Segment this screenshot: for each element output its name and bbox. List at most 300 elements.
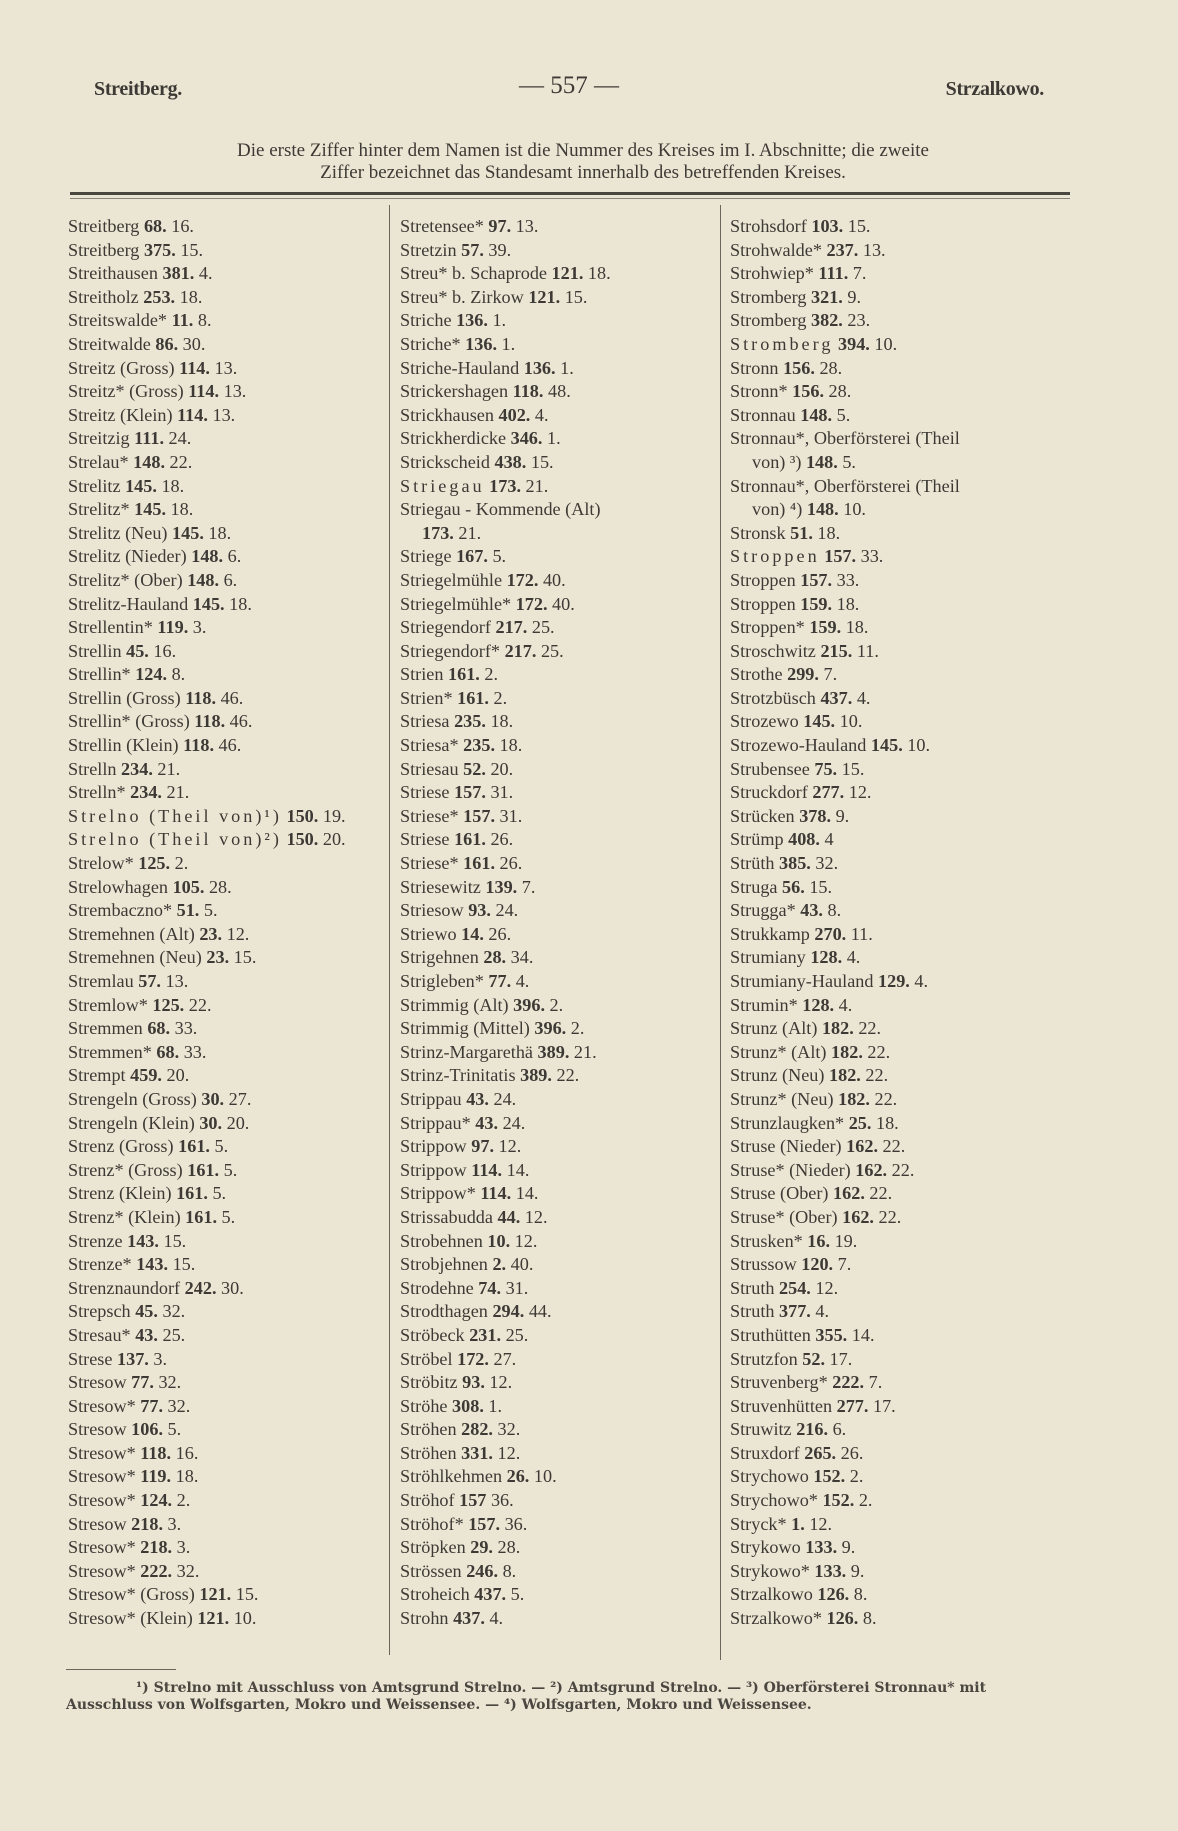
- index-entry: [68, 828, 386, 852]
- kreis-number: 222.: [140, 1560, 173, 1581]
- index-entry: [730, 593, 1030, 617]
- index-entry: [68, 1560, 386, 1584]
- index-entry: [68, 1041, 386, 1065]
- place-name: Strelitz (Nieder): [68, 546, 187, 567]
- index-entry: [68, 876, 386, 900]
- kreis-number: 68.: [156, 1041, 180, 1062]
- kreis-number: 119.: [140, 1466, 172, 1487]
- place-name: Striegau - Kommende (Alt): [400, 499, 601, 520]
- place-name: Strembaczno*: [68, 900, 173, 921]
- place-name: Streitzig: [68, 428, 130, 449]
- index-entry: [730, 687, 1030, 711]
- kreis-number: 162.: [842, 1206, 874, 1227]
- index-entry: [730, 1442, 1030, 1466]
- index-entry: [730, 994, 1030, 1018]
- standesamt-number: 15.: [180, 239, 204, 260]
- index-entry: [68, 899, 386, 923]
- place-name: Struth: [730, 1277, 775, 1298]
- place-name: Ströhof*: [400, 1513, 464, 1534]
- standesamt-number: 4.: [914, 971, 929, 991]
- place-name: Ströbel: [400, 1348, 453, 1369]
- kreis-number: 1.: [791, 1513, 805, 1534]
- index-entry: [68, 1513, 386, 1537]
- kreis-number: 126.: [826, 1608, 859, 1629]
- place-name: Streitswalde*: [68, 310, 168, 331]
- kreis-number: 103.: [811, 216, 844, 236]
- place-name: Stronsk: [730, 522, 786, 543]
- index-entry: [400, 475, 700, 499]
- index-entry: [68, 1465, 386, 1489]
- standesamt-number: 11.: [850, 923, 873, 944]
- place-name: Striese: [400, 829, 450, 850]
- kreis-number: 156.: [783, 357, 815, 378]
- index-entry: [68, 404, 386, 428]
- kreis-number: 43.: [466, 1088, 489, 1109]
- standesamt-number: 4.: [515, 971, 530, 991]
- index-entry: [730, 1465, 1030, 1489]
- standesamt-number: 15.: [809, 876, 833, 897]
- kreis-number: 43.: [475, 1112, 499, 1133]
- place-name: Struse (Ober): [730, 1183, 829, 1204]
- standesamt-number: 32.: [497, 1419, 521, 1440]
- place-name: Ströpken: [400, 1537, 466, 1558]
- place-name: Strumiany-Hauland: [730, 971, 874, 991]
- place-name: Strippau*: [400, 1112, 471, 1133]
- place-name: Stronnau: [730, 404, 796, 425]
- kreis-number: 437.: [453, 1608, 485, 1629]
- place-name: Striegendorf: [400, 617, 491, 638]
- index-entry: [68, 1348, 386, 1372]
- kreis-number: 111.: [134, 428, 164, 449]
- place-name: Strenz (Gross): [68, 1136, 174, 1157]
- standesamt-number: 8.: [827, 900, 842, 921]
- index-entry: [400, 734, 700, 758]
- standesamt-number: 15.: [530, 451, 554, 472]
- index-entry: [68, 1536, 386, 1560]
- kreis-number: 25.: [848, 1112, 872, 1133]
- kreis-number: 128.: [810, 947, 843, 968]
- index-entry: [730, 1607, 1030, 1631]
- index-entry: [730, 215, 1030, 239]
- place-name: von) ³): [752, 451, 802, 472]
- place-name: Striesow: [400, 900, 464, 921]
- index-entry: [400, 569, 700, 593]
- place-name: Strippow: [400, 1159, 467, 1180]
- kreis-number: 10.: [487, 1230, 511, 1251]
- place-name: Strodthagen: [400, 1301, 488, 1322]
- place-name: von) ⁴): [752, 499, 803, 520]
- kreis-number: 172.: [457, 1348, 489, 1369]
- kreis-number: 216.: [796, 1419, 829, 1440]
- standesamt-number: 18.: [875, 1112, 899, 1133]
- index-entry: [68, 805, 386, 829]
- standesamt-number: 15.: [847, 216, 871, 236]
- kreis-number: 114.: [179, 357, 210, 378]
- standesamt-number: 8.: [171, 664, 186, 685]
- place-name: Strissabudda: [400, 1206, 493, 1227]
- standesamt-number: 13.: [212, 404, 236, 425]
- index-entry: [730, 1560, 1030, 1584]
- standesamt-number: 27.: [493, 1348, 517, 1369]
- index-entry: [68, 1489, 386, 1513]
- standesamt-number: 10.: [907, 735, 931, 756]
- index-entry: [400, 357, 700, 381]
- place-name: Strenz* (Klein): [68, 1206, 181, 1227]
- index-entry: [68, 994, 386, 1018]
- place-name: Strothe: [730, 664, 783, 685]
- index-entry: [730, 1536, 1030, 1560]
- index-entry: [68, 1371, 386, 1395]
- standesamt-number: 46.: [218, 735, 242, 756]
- standesamt-number: 12.: [226, 923, 250, 944]
- index-entry: [400, 498, 700, 522]
- kreis-number: 217.: [504, 640, 537, 661]
- index-entry: [68, 1583, 386, 1607]
- place-name: Strelitz*: [68, 499, 130, 520]
- standesamt-number: 7.: [521, 876, 536, 897]
- standesamt-number: 28.: [828, 381, 852, 402]
- place-name: Ströhof: [400, 1490, 455, 1511]
- standesamt-number: 10.: [843, 499, 866, 520]
- place-name: Strimmig (Alt): [400, 994, 509, 1015]
- standesamt-number: 25.: [505, 1324, 529, 1345]
- kreis-number: 139.: [485, 876, 518, 897]
- standesamt-number: 13.: [862, 239, 886, 260]
- standesamt-number: 9.: [847, 286, 862, 307]
- place-name: Stroppen: [730, 593, 796, 614]
- place-name: Streitberg: [68, 239, 140, 260]
- index-entry: [68, 1324, 386, 1348]
- place-name: Strimmig (Mittel): [400, 1018, 530, 1039]
- place-name: Strellin (Klein): [68, 735, 179, 756]
- place-name: Strzalkowo*: [730, 1608, 822, 1629]
- kreis-number: 124.: [135, 664, 168, 685]
- index-entry: [68, 333, 386, 357]
- kreis-number: 136.: [523, 357, 556, 378]
- standesamt-number: 22.: [556, 1065, 580, 1086]
- standesamt-number: 28.: [819, 357, 843, 378]
- standesamt-number: 39.: [488, 239, 512, 260]
- kreis-number: 346.: [510, 428, 543, 449]
- kreis-number: 93.: [468, 900, 491, 921]
- kreis-number: 282.: [461, 1419, 493, 1440]
- standesamt-number: 26.: [840, 1442, 864, 1463]
- index-entry: [730, 333, 1030, 357]
- place-name: Strickershagen: [400, 381, 509, 402]
- kreis-number: 321.: [811, 286, 843, 307]
- place-name: Strickhausen: [400, 404, 494, 425]
- standesamt-number: 22.: [867, 1041, 891, 1062]
- kreis-number: 125.: [152, 994, 185, 1015]
- kreis-number: 385.: [779, 853, 811, 874]
- index-entry: [730, 1348, 1030, 1372]
- standesamt-number: 2.: [570, 1018, 585, 1039]
- kreis-number: 14.: [461, 923, 484, 944]
- kreis-number: 299.: [787, 664, 819, 685]
- kreis-number: 152.: [813, 1466, 846, 1487]
- standesamt-number: 19.: [834, 1230, 858, 1251]
- kreis-number: 148.: [806, 499, 839, 520]
- index-entry: [400, 1465, 700, 1489]
- place-name: Strychowo*: [730, 1490, 818, 1511]
- standesamt-number: 32.: [815, 853, 839, 874]
- kreis-number: 68.: [147, 1018, 171, 1039]
- index-entry: [400, 427, 700, 451]
- index-entry: [730, 1253, 1030, 1277]
- index-entry: [68, 262, 386, 286]
- index-entry: [68, 1088, 386, 1112]
- place-name: Stronnau*, Oberförsterei (Theil: [730, 428, 960, 449]
- place-name: Strempt: [68, 1065, 126, 1086]
- standesamt-number: 2.: [858, 1490, 873, 1511]
- kreis-number: 389.: [537, 1041, 570, 1062]
- intro-note: [78, 140, 1088, 184]
- index-column-3: [730, 215, 1030, 1631]
- index-entry: [68, 1159, 386, 1183]
- place-name: Striegelmühle*: [400, 593, 512, 614]
- place-name: Strobehnen: [400, 1230, 483, 1251]
- index-entry: [68, 1418, 386, 1442]
- index-entry: [68, 1017, 386, 1041]
- standesamt-number: 12.: [497, 1442, 521, 1463]
- standesamt-number: 8.: [862, 1608, 877, 1629]
- standesamt-number: 28.: [497, 1537, 521, 1558]
- standesamt-number: 7.: [852, 263, 867, 284]
- kreis-number: 128.: [802, 994, 835, 1015]
- standesamt-number: 19.: [322, 805, 346, 826]
- kreis-number: 118.: [140, 1442, 172, 1463]
- place-name: Stroschwitz: [730, 640, 816, 661]
- standesamt-number: 5.: [492, 546, 507, 567]
- index-entry: [68, 1206, 386, 1230]
- standesamt-number: 40.: [542, 569, 566, 590]
- running-header: [94, 70, 1044, 110]
- standesamt-number: 17.: [829, 1348, 853, 1369]
- standesamt-number: 18.: [161, 475, 185, 496]
- place-name: Strozewo: [730, 711, 799, 732]
- place-name: Streu* b. Schaprode: [400, 263, 547, 284]
- index-entry: [730, 1395, 1030, 1419]
- place-name: Strenznaundorf: [68, 1277, 181, 1298]
- kreis-number: 121.: [551, 263, 584, 284]
- index-entry: [730, 1489, 1030, 1513]
- index-entry: [730, 1206, 1030, 1230]
- standesamt-number: 3.: [192, 617, 207, 638]
- kreis-number: 118.: [185, 687, 217, 708]
- place-name: Strykowo: [730, 1537, 801, 1558]
- standesamt-number: 8.: [502, 1560, 517, 1581]
- standesamt-number: 12.: [489, 1372, 513, 1393]
- standesamt-number: 18.: [836, 593, 860, 614]
- standesamt-number: 3.: [176, 1537, 191, 1558]
- index-entry: [400, 970, 700, 994]
- place-name: Stroheich: [400, 1584, 470, 1605]
- standesamt-number: 4.: [815, 1301, 830, 1322]
- index-entry: [730, 404, 1030, 428]
- index-entry: [68, 1135, 386, 1159]
- place-name: Struckdorf: [730, 782, 808, 803]
- kreis-number: 161.: [457, 687, 489, 708]
- index-entry: [730, 923, 1030, 947]
- place-name: Strelno (Theil von)²): [68, 829, 282, 850]
- place-name: Strumiany: [730, 947, 806, 968]
- standesamt-number: 4.: [846, 947, 861, 968]
- standesamt-number: 18.: [817, 522, 841, 543]
- place-name: Stromberg: [730, 286, 807, 307]
- standesamt-number: 24.: [493, 1088, 517, 1109]
- kreis-number: 56.: [782, 876, 805, 897]
- kreis-number: 29.: [470, 1537, 493, 1558]
- standesamt-number: 31.: [490, 782, 514, 803]
- kreis-number: 161.: [176, 1183, 208, 1204]
- index-entry: [68, 380, 386, 404]
- index-entry: [730, 522, 1030, 546]
- standesamt-number: 31.: [505, 1277, 529, 1298]
- kreis-number: 148.: [191, 546, 224, 567]
- standesamt-number: 15.: [235, 1584, 259, 1605]
- place-name: Strippow*: [400, 1183, 476, 1204]
- standesamt-number: 12.: [848, 782, 872, 803]
- index-entry: [68, 451, 386, 475]
- kreis-number: 308.: [452, 1395, 484, 1416]
- standesamt-number: 13.: [515, 216, 539, 236]
- kreis-number: 118.: [194, 711, 226, 732]
- index-entry: [68, 569, 386, 593]
- kreis-number: 182.: [821, 1018, 854, 1039]
- standesamt-number: 21.: [458, 522, 482, 543]
- place-name: Stremlow*: [68, 994, 148, 1015]
- kreis-number: 222.: [832, 1372, 865, 1393]
- kreis-number: 167.: [456, 546, 488, 567]
- place-name: Strellin: [68, 640, 122, 661]
- place-name: Stroppen: [730, 546, 820, 567]
- kreis-number: 114.: [177, 404, 208, 425]
- kreis-number: 28.: [483, 947, 507, 968]
- index-column-2: [400, 215, 700, 1631]
- kreis-number: 77.: [131, 1372, 154, 1393]
- index-entry: [730, 1324, 1030, 1348]
- index-entry: [68, 970, 386, 994]
- index-entry: [68, 498, 386, 522]
- place-name: Strenze: [68, 1230, 123, 1251]
- kreis-number: 161.: [463, 853, 495, 874]
- place-name: Strigehnen: [400, 947, 479, 968]
- standesamt-number: 2.: [174, 853, 189, 874]
- kreis-number: 106.: [131, 1419, 163, 1440]
- place-name: Strelln: [68, 758, 117, 779]
- kreis-number: 150.: [286, 829, 319, 850]
- place-name: Striese*: [400, 853, 459, 874]
- place-name: Stroppen: [730, 569, 796, 590]
- kreis-number: 43.: [135, 1324, 158, 1345]
- kreis-number: 253.: [143, 286, 176, 307]
- index-entry: [400, 1064, 700, 1088]
- kreis-number: 121.: [528, 286, 561, 307]
- index-entry: [68, 215, 386, 239]
- intro-line-1: Die erste Ziffer hinter dem Namen ist die Nummer des Kreises im I. Abschnitte; die zweite: [237, 140, 929, 161]
- right-catchword: Strzalkowo.: [945, 78, 1044, 100]
- standesamt-number: 36.: [490, 1490, 514, 1511]
- kreis-number: 182.: [831, 1041, 863, 1062]
- kreis-number: 159.: [809, 617, 842, 638]
- place-name: Strickscheid: [400, 451, 490, 472]
- place-name: Stremmen*: [68, 1041, 152, 1062]
- kreis-number: 161.: [187, 1159, 220, 1180]
- place-name: Strelitz: [68, 475, 121, 496]
- standesamt-number: 5.: [510, 1584, 525, 1605]
- place-name: Stroppen*: [730, 617, 805, 638]
- place-name: Strenz (Klein): [68, 1183, 172, 1204]
- standesamt-number: 1.: [560, 357, 574, 378]
- kreis-number: 86.: [155, 333, 179, 354]
- index-entry: [730, 1088, 1030, 1112]
- place-name: Strien: [400, 664, 444, 685]
- index-entry: [730, 616, 1030, 640]
- index-entry: [400, 215, 700, 239]
- kreis-number: 77.: [140, 1395, 163, 1416]
- standesamt-number: 40.: [552, 593, 575, 614]
- kreis-number: 125.: [138, 853, 171, 874]
- standesamt-number: 15.: [163, 1230, 187, 1251]
- index-entry: [400, 380, 700, 404]
- place-name: Streu* b. Zirkow: [400, 286, 524, 307]
- kreis-number: 157.: [468, 1513, 501, 1534]
- standesamt-number: 26.: [490, 829, 514, 850]
- kreis-number: 331.: [461, 1442, 493, 1463]
- kreis-number: 246.: [466, 1560, 499, 1581]
- place-name: Strunz* (Neu): [730, 1088, 834, 1109]
- standesamt-number: 22.: [188, 994, 212, 1015]
- standesamt-number: 10.: [874, 333, 898, 354]
- place-name: Stresow*: [68, 1490, 136, 1511]
- index-entry: [400, 1041, 700, 1065]
- standesamt-number: 25.: [540, 640, 564, 661]
- kreis-number: 355.: [815, 1324, 848, 1345]
- kreis-number: 242.: [184, 1277, 217, 1298]
- kreis-number: 217.: [495, 617, 528, 638]
- kreis-number: 148.: [187, 569, 220, 590]
- index-entry: [68, 475, 386, 499]
- place-name: Strukkamp: [730, 923, 810, 944]
- standesamt-number: 40.: [510, 1254, 534, 1275]
- index-entry: [400, 1206, 700, 1230]
- standesamt-number: 4: [824, 829, 834, 850]
- index-entry: [400, 239, 700, 263]
- place-name: Strelow*: [68, 853, 134, 874]
- index-entry: [730, 1112, 1030, 1136]
- index-entry: [730, 781, 1030, 805]
- index-entry: [400, 404, 700, 428]
- kreis-number: 182.: [829, 1065, 861, 1086]
- kreis-number: 377.: [779, 1301, 811, 1322]
- place-name: Stryck*: [730, 1513, 787, 1534]
- place-name: Strellentin*: [68, 617, 153, 638]
- index-entry: [730, 1230, 1030, 1254]
- index-entry: [400, 593, 700, 617]
- standesamt-number: 27.: [228, 1088, 252, 1109]
- standesamt-number: 30.: [182, 333, 206, 354]
- place-name: Struga: [730, 876, 778, 897]
- standesamt-number: 17.: [872, 1395, 896, 1416]
- index-entry: [730, 1017, 1030, 1041]
- standesamt-number: 22.: [878, 1206, 902, 1227]
- place-name: Strelau*: [68, 451, 129, 472]
- index-entry: [400, 805, 700, 829]
- place-name: Striesau: [400, 758, 459, 779]
- footnote-rule: [66, 1669, 176, 1670]
- standesamt-number: 9.: [841, 1537, 856, 1558]
- header-rule-thin: [70, 198, 1070, 199]
